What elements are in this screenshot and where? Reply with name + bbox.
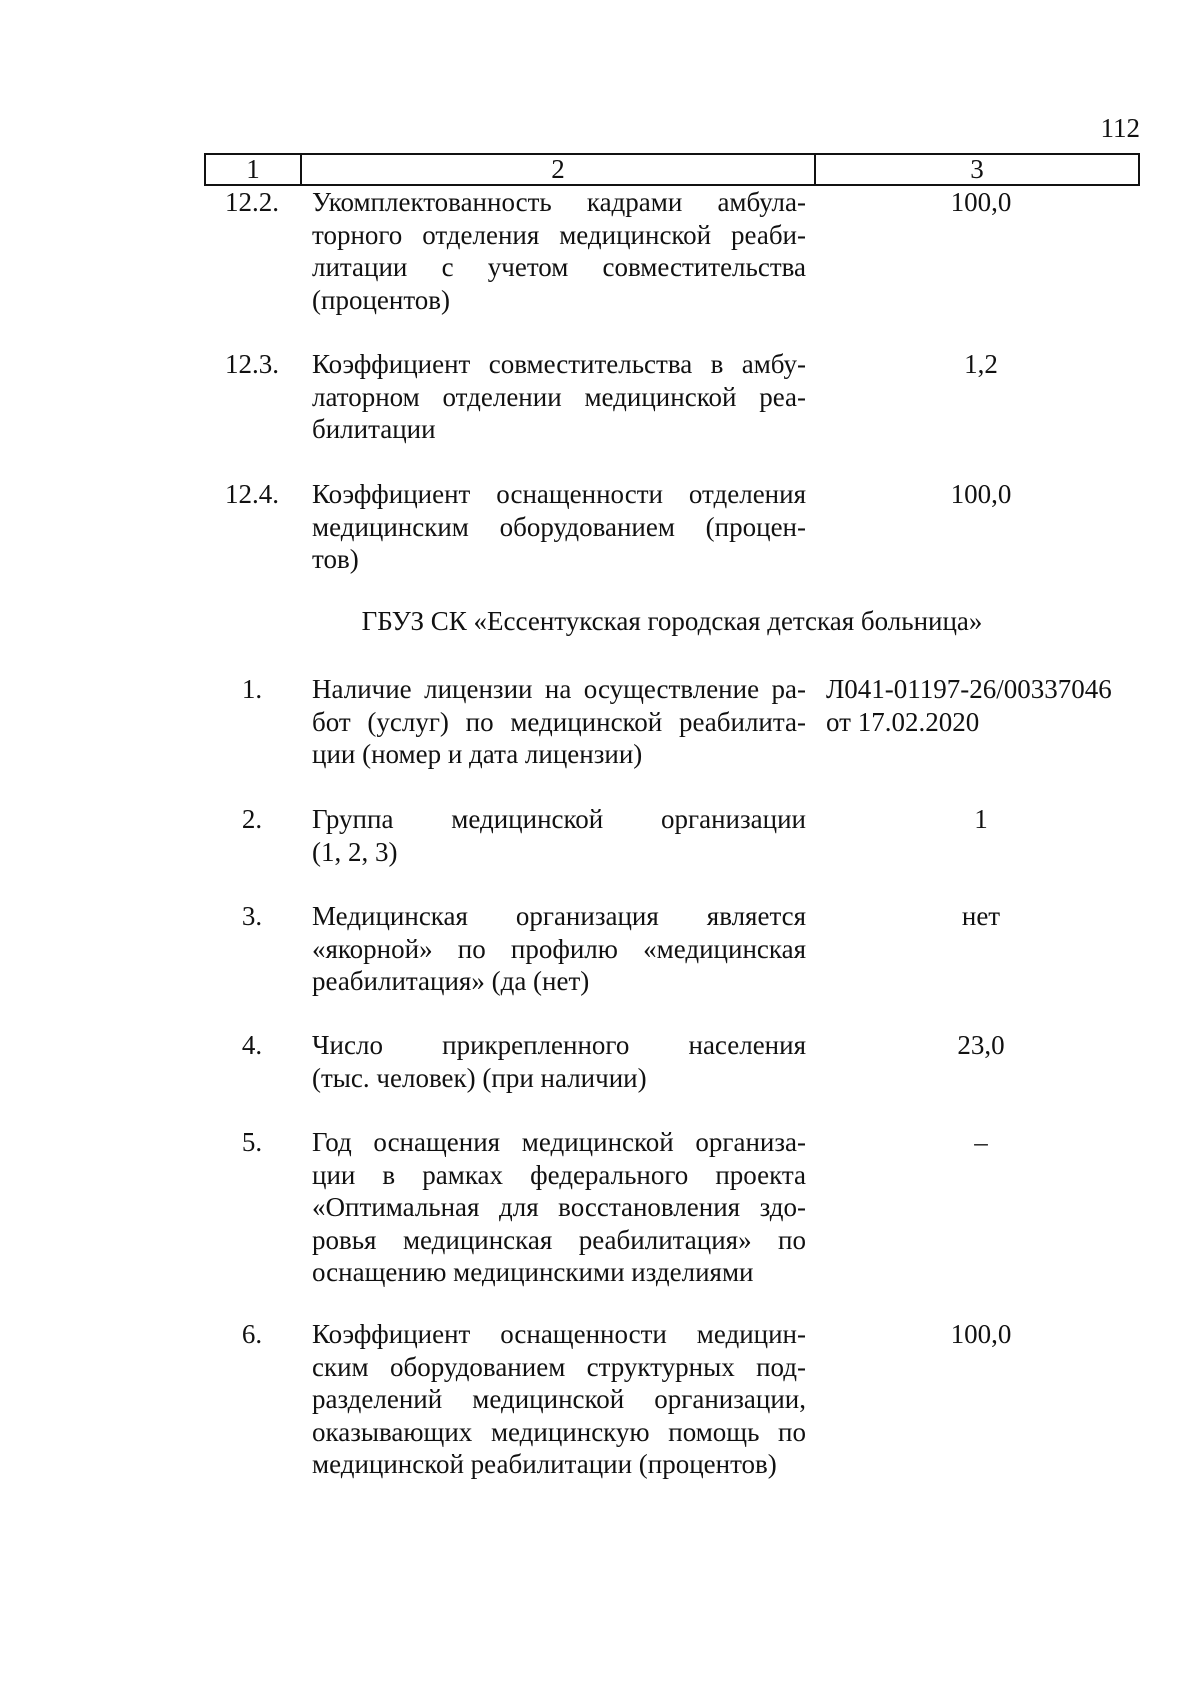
row-number: 6. [241,1319,263,1349]
description-line: Укомплектованность кадрами амбула- [312,187,806,217]
description-line: тов) [312,544,359,574]
description-line: оказывающих медицинскую помощь по [312,1416,806,1447]
row-value: 1,2 [964,349,998,379]
row-number: 5. [241,1127,263,1157]
description-line: литации с учетом совместительства [312,252,806,282]
row-description [312,673,806,771]
row-value: 100,0 [950,1319,1012,1349]
description-line: ским оборудованием структурных под- [312,1351,806,1382]
page-number: 112 [1100,113,1140,143]
row-value: 23,0 [957,1030,1005,1060]
description-line: Год оснащения медицинской организа- [312,1127,806,1157]
row-number: 3. [241,901,263,931]
row-description [312,186,806,316]
row-number: 4. [241,1030,263,1060]
row-description [312,478,806,576]
row-description [312,803,806,868]
section-title: ГБУЗ СК «Ессентукская городская детская больница» [361,606,983,636]
row-value: 100,0 [950,187,1012,217]
row-value: 100,0 [950,479,1012,509]
description-line: Наличие лицензии на осуществление ра- [312,674,806,704]
description-line: разделений медицинской организации, [312,1384,806,1414]
row-number: 12.2. [225,187,279,217]
row-description [312,1029,806,1094]
row-value: – [974,1127,988,1157]
description-line: Число прикрепленного населения [312,1030,806,1060]
row-value: нет [961,901,1001,931]
header-col-1: 1 [206,155,302,184]
table-header-row [204,153,1140,186]
row-number: 12.4. [225,479,279,509]
description-line: (1, 2, 3) [312,836,398,867]
description-line: ровья медицинская реабилитация» по [312,1224,806,1255]
license-number: Л041-01197-26/00337046 [826,674,1112,704]
row-value: 1 [974,804,988,834]
header-col-3: 3 [970,154,984,184]
description-line: ции (номер и дата лицензии) [312,739,643,769]
description-line: медицинской реабилитации (процентов) [312,1449,777,1479]
row-number: 12.3. [225,349,279,379]
description-line: билитации [312,414,436,444]
license-date: от 17.02.2020 [826,706,980,737]
description-line: «якорной» по профилю «медицинская [312,933,806,964]
description-line: Коэффициент оснащенности медицин- [312,1319,806,1349]
description-line: реабилитация» (да (нет) [312,966,590,996]
description-line: Коэффициент совместительства в амбу- [312,349,806,379]
description-line: ции в рамках федерального проекта [312,1159,806,1190]
description-line: торного отделения медицинской реаби- [312,219,806,250]
description-line: «Оптимальная для восстановления здо- [312,1192,806,1222]
row-description [312,1126,806,1289]
description-line: бот (услуг) по медицинской реабилита- [312,706,806,737]
description-line: латорном отделении медицинской реа- [312,381,806,412]
row-description [312,348,806,446]
row-number: 1. [241,674,263,704]
row-description [312,900,806,998]
description-line: оснащению медицинскими изделиями [312,1257,754,1287]
license-value [826,673,1136,738]
header-col-2: 2 [302,155,816,184]
description-line: (процентов) [312,284,451,315]
description-line: (тыс. человек) (при наличии) [312,1062,647,1093]
description-line: Коэффициент оснащенности отделения [312,479,806,509]
row-number: 2. [241,804,263,834]
description-line: Медицинская организация является [312,901,806,931]
description-line: медицинским оборудованием (процен- [312,511,806,542]
row-description [312,1318,806,1481]
description-line: Группа медицинской организации [312,804,806,834]
